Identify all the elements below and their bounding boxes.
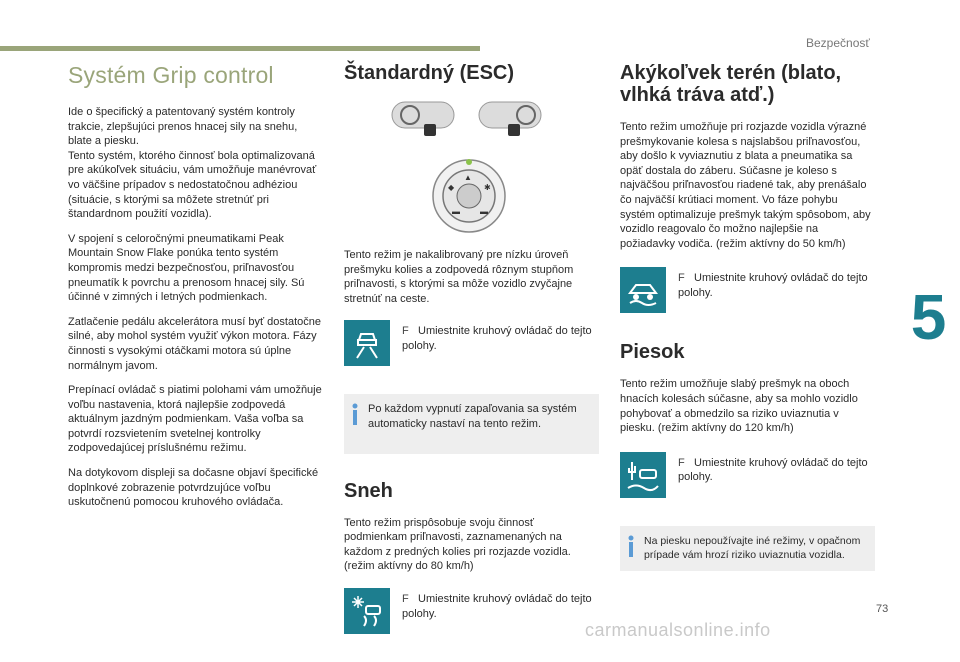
- intro-paragraph: V spojení s celoročnými pneumatikami Peak Mountain Snow Flake ponúka tento systém kompromis medzi bezpečnosťou, priľnavosťou pneumatík k povrchu a prenosom hnacej sily. Sú účinné v zimných i letných podmienkach.: [68, 232, 305, 304]
- watermark: carmanualsonline.info: [585, 620, 771, 640]
- column-terrain-sand: [620, 62, 875, 571]
- sand-title: Piesok: [620, 341, 685, 364]
- info-icon: [352, 403, 358, 425]
- terrain-mode-row: [620, 267, 875, 327]
- terrain-instruction: F Umiestnite kruhový ovládač do tejto polohy.: [678, 272, 868, 299]
- sand-instruction: F Umiestnite kruhový ovládač do tejto polohy.: [678, 456, 868, 484]
- esc-info-box: [344, 394, 599, 453]
- snow-mode-row: [344, 588, 599, 648]
- column-intro: [68, 62, 323, 520]
- sand-mode-row: [620, 452, 875, 512]
- esc-info-text: Po každom vypnutí zapaľovania sa systém automaticky nastaví na tento režim.: [368, 403, 577, 430]
- sand-info-box: [620, 526, 875, 571]
- snow-description: Tento režim prispôsobuje svoju činnosť podmienkam priľnavosti, zaznamenaných na každom z predných kolies pri rozjazde vozidla. (režim aktívny do 80 km/h): [344, 516, 571, 573]
- header-accent-bar: [0, 46, 480, 51]
- intro-paragraph: Na dotykovom displeji sa dočasne objaví špecifické doplnkové zobrazenie potvrdzujúce voľbu uskutočnenú pomocou kruhového ovládača.: [68, 467, 319, 509]
- intro-paragraph: Tento systém, ktorého činnosť bola optimalizovaná pre akúkoľvek situáciu, vám umožňuje manévrovať vo väčšine prípadov s nedostatočnou adhéziou (situácie, s ktorými sa môžete stretnúť pri štandardnom použití vozidla).: [68, 149, 317, 221]
- svg-text:✱: ✱: [484, 183, 491, 192]
- esc-description: Tento režim je nakalibrovaný pre nízku úroveň prešmyku kolies a zodpovedá rôznym stupňom priľnavosti, s ktorými sa môže vozidlo zvyčajne stretnúť na ceste.: [344, 249, 574, 305]
- esc-title: Štandardný (ESC): [344, 62, 515, 84]
- info-icon: [628, 535, 634, 557]
- sand-mode-icon: [620, 452, 666, 498]
- svg-text:◆: ◆: [448, 183, 455, 192]
- svg-text:▲: ▲: [464, 173, 472, 182]
- terrain-title: Akýkoľvek terén (blato, vlhká tráva atď.): [620, 62, 842, 106]
- page-number: 73: [876, 603, 889, 615]
- grip-control-knob-illustration: [344, 98, 599, 238]
- intro-paragraph: Ide o špecifický a patentovaný systém kontroly trakcie, zlepšujúci prenos hnacej sily na snehu, blate a piesku.: [68, 106, 298, 148]
- snow-title: Sneh: [344, 479, 393, 502]
- column-esc-snow: [344, 62, 599, 662]
- grip-control-knob-icon: [344, 98, 599, 238]
- snow-mode-icon: [344, 588, 390, 634]
- esc-instruction: F Umiestnite kruhový ovládač do tejto polohy.: [402, 325, 592, 352]
- chapter-number: 5: [910, 281, 947, 353]
- svg-text:▬: ▬: [452, 207, 460, 216]
- terrain-description: Tento režim umožňuje pri rozjazde vozidla výrazné prešmykovanie kolesa s najslabšou priľnavosťou, aby došlo k vyviaznutiu z blata a pneumatika sa opäť dostala do záberu. Súčasne je koleso s najväčšou priľnavosťou riadené tak, aby prenášalo čo najväčší krútiaci moment. Vo fáze pohybu systém optimalizuje prešmyk takým spôsobom, aby vozidlo reagovalo čo možno najlepšie na požiadavky vodiča. (režim aktívny do 50 km/h): [620, 121, 871, 250]
- intro-title: Systém Grip control: [68, 62, 274, 88]
- section-title: Bezpečnosť: [806, 36, 870, 50]
- standard-road-icon: [344, 320, 390, 366]
- esc-mode-row: [344, 320, 599, 380]
- sand-description: Tento režim umožňuje slabý prešmyk na oboch hnacích kolesách súčasne, aby sa mohlo vozidlo pohybovať a obmedzilo sa riziko uviaznutia v piesku. (režim aktívny do 120 km/h): [620, 378, 858, 435]
- intro-paragraph: Zatlačenie pedálu akcelerátora musí byť dostatočne silné, aby mohol systém využiť výkon motora. Fázy činnosti s vysokými otáčkami motora sú úplne normálnym javom.: [68, 315, 321, 372]
- sand-info-text: Na piesku nepoužívajte iné režimy, v opačnom prípade vám hrozí riziko uviaznutia vozidla.: [644, 534, 861, 562]
- svg-text:▬: ▬: [480, 207, 488, 216]
- intro-paragraph: Prepínací ovládač s piatimi polohami vám umožňuje voľbu nastavenia, ktorá najlepšie zodpovedá aktuálnym jazdným podmienkam. Vaša voľba sa potvrdí rozsvietením svetelnej kontrolky zodpovedajúcej príslušnému režimu.: [68, 384, 322, 455]
- mud-mode-icon: [620, 267, 666, 313]
- snow-instruction: F Umiestnite kruhový ovládač do tejto polohy.: [402, 592, 592, 620]
